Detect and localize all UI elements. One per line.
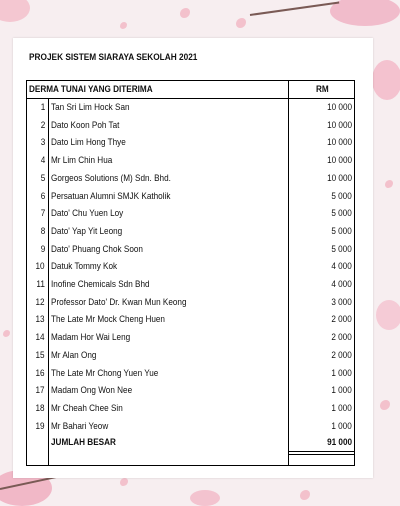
donor-name: Dato' Yap Yit Leong: [51, 225, 123, 237]
row-number: 10: [35, 261, 45, 273]
row-number: 19: [35, 420, 45, 432]
petal-6: [120, 478, 128, 486]
petal-5: [380, 400, 390, 410]
donor-name: Dato' Chu Yuen Loy: [51, 208, 124, 220]
total-underline-1: [288, 451, 354, 452]
donation-amount: 4 000: [331, 261, 352, 273]
donor-name: The Late Mr Chong Yuen Yue: [51, 367, 159, 379]
row-number: 18: [35, 402, 45, 414]
donation-amount: 10 000: [327, 137, 352, 149]
donation-amount: 5 000: [331, 225, 352, 237]
donation-amount: 2 000: [331, 332, 352, 344]
donation-amount: 1 000: [331, 402, 352, 414]
branch-top: [250, 1, 339, 16]
donation-amount: 5 000: [331, 208, 352, 220]
donation-amount: 5 000: [331, 243, 352, 255]
column-divider-number: [48, 99, 49, 465]
donor-name: Professor Dato' Dr. Kwan Mun Keong: [51, 296, 187, 308]
donation-table: [26, 80, 355, 466]
row-number: 8: [40, 225, 45, 237]
total-underline-2: [288, 454, 354, 455]
row-number: 11: [36, 279, 45, 290]
donation-amount: 1 000: [331, 420, 352, 432]
petal-8: [3, 330, 10, 337]
donor-name: Dato Koon Poh Tat: [51, 119, 120, 131]
donor-name: Mr Alan Ong: [51, 349, 97, 361]
document-title: PROJEK SISTEM SIARAYA SEKOLAH 2021: [29, 52, 198, 62]
donor-name: Dato Lim Hong Thye: [51, 137, 126, 149]
row-number: 12: [35, 296, 45, 308]
donor-name: Gorgeos Solutions (M) Sdn. Bhd.: [51, 172, 171, 184]
row-number: 2: [40, 119, 45, 131]
donor-name: Mr Bahari Yeow: [51, 420, 109, 432]
column-divider-amount: [288, 81, 289, 465]
donor-name: The Late Mr Mock Cheng Huen: [51, 314, 165, 326]
row-number: 9: [40, 243, 45, 255]
donor-name: Datuk Tommy Kok: [51, 261, 118, 273]
row-number: 17: [35, 385, 45, 397]
blossom-right-1: [372, 60, 400, 100]
row-number: 16: [35, 367, 45, 379]
donation-amount: 2 000: [331, 314, 352, 326]
row-number: 13: [35, 314, 45, 326]
total-amount: 91 000: [327, 437, 352, 448]
row-number: 5: [40, 172, 45, 184]
donation-amount: 5 000: [331, 190, 352, 202]
blossom-right-2: [376, 300, 400, 330]
donation-amount: 10 000: [327, 119, 352, 131]
donor-name: Madam Ong Won Nee: [51, 385, 133, 397]
row-number: 15: [35, 349, 45, 361]
petal-7: [300, 490, 310, 500]
donation-amount: 1 000: [331, 385, 352, 397]
row-number: 1: [40, 102, 45, 113]
petal-1: [180, 8, 190, 18]
row-number: 7: [40, 208, 45, 220]
row-number: 4: [40, 155, 45, 167]
donation-amount: 2 000: [331, 349, 352, 361]
donation-amount: 10 000: [327, 172, 352, 184]
donor-name: Madam Hor Wai Leng: [51, 332, 131, 344]
donor-name: Persatuan Alumni SMJK Katholik: [51, 190, 171, 202]
donation-amount: 1 000: [331, 367, 352, 379]
table-header-label: DERMA TUNAI YANG DITERIMA: [29, 84, 153, 95]
donation-amount: 3 000: [331, 296, 352, 308]
blossom-top-left: [0, 0, 30, 22]
donation-amount: 10 000: [327, 155, 352, 167]
donation-amount: 4 000: [331, 279, 352, 290]
row-number: 3: [40, 137, 45, 149]
blossom-bottom-mid: [190, 490, 220, 506]
blossom-top-right: [330, 0, 400, 26]
donor-name: Inofine Chemicals Sdn Bhd: [51, 279, 150, 290]
row-number: 14: [35, 332, 45, 344]
donation-amount: 10 000: [327, 102, 352, 113]
donor-name: Mr Lim Chin Hua: [51, 155, 113, 167]
donor-name: Tan Sri Lim Hock San: [51, 102, 130, 113]
donor-name: Mr Cheah Chee Sin: [51, 402, 123, 414]
petal-3: [120, 22, 127, 29]
row-number: 6: [40, 190, 45, 202]
donor-name: Dato' Phuang Chok Soon: [51, 243, 143, 255]
petal-2: [236, 18, 246, 28]
table-header-currency: RM: [316, 84, 329, 95]
petal-4: [385, 180, 393, 188]
total-label: JUMLAH BESAR: [51, 437, 116, 448]
